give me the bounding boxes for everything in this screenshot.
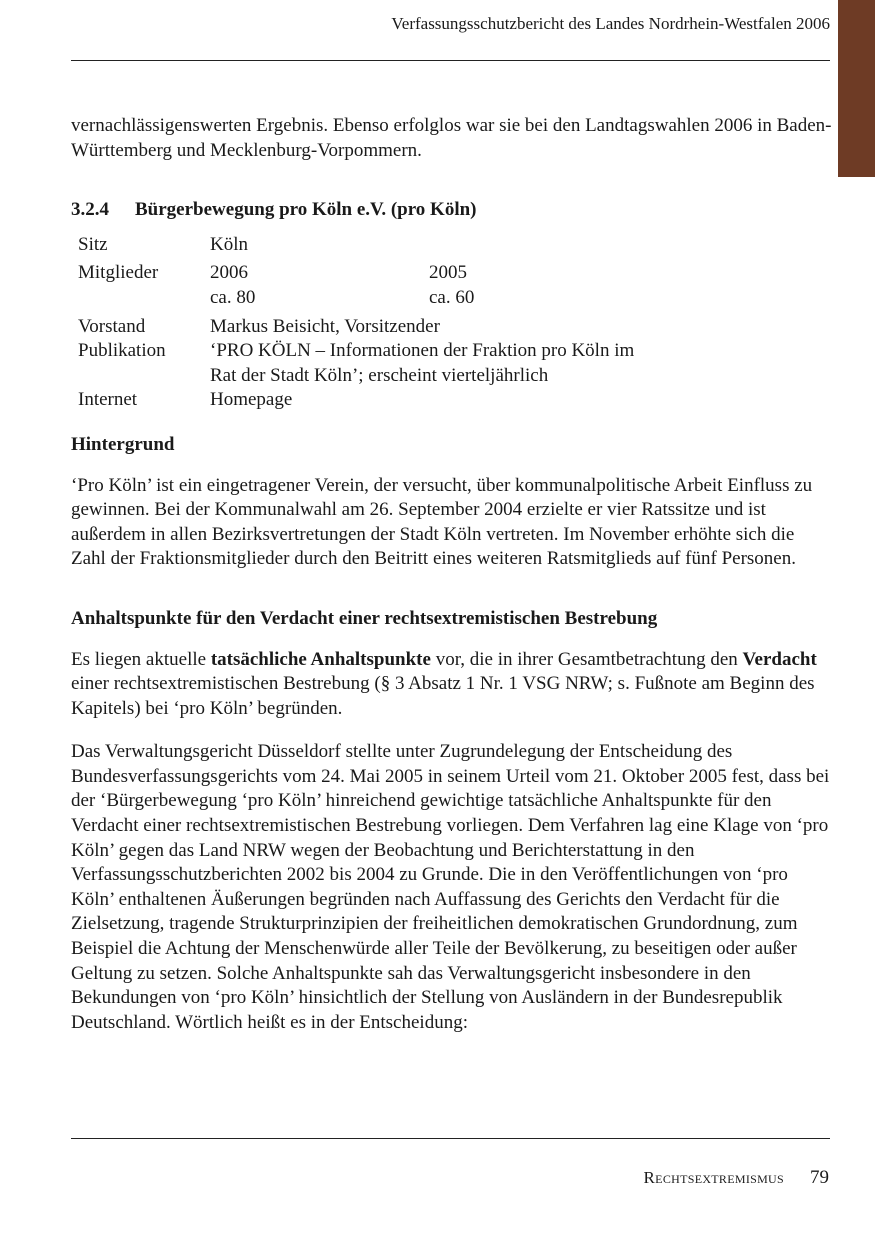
p1-text-b: vor, die in ihrer Gesamtbetrachtung den [430,648,743,670]
members-count-2006: ca. 80 [210,286,256,308]
info-value-vorstand: Markus Beisicht, Vorsitzender [210,315,440,337]
hintergrund-heading: Hintergrund [71,433,175,455]
info-row-vorstand [71,311,634,340]
header-rule [71,60,830,61]
page-number: 79 [810,1167,829,1188]
info-value-sitz: Köln [210,233,248,255]
p1-bold-anhaltspunkte: tatsächliche Anhaltspunkte [210,648,431,670]
organization-info-table [71,233,634,413]
chapter-tab [838,0,875,177]
info-row-sitz [71,233,634,258]
publikation-line-2: Rat der Stadt Köln’; erscheint vierteljährlich [210,364,549,386]
page-body [71,114,833,1035]
section-title: Bürgerbewegung pro Köln e.V. (pro Köln) [135,199,477,221]
info-row-internet [71,388,634,413]
p1-bold-verdacht: Verdacht [742,648,817,670]
members-year-2006: 2006 [210,262,248,284]
publikation-line-1: ‘PRO KÖLN – Informationen der Fraktion pro Köln im [210,340,635,362]
anhaltspunkte-paragraph-2: Das Verwaltungsgericht Düsseldorf stellte unter Zugrundelegung der Entscheidung des Bundesverfassungsgerichts vom 24. Mai 2005 in seinem Urteil vom 21. Oktober 2005 fest, dass bei der ‘Bürgerbewegung ‘pro Köln’ hinreichend gewichtige tatsächliche Anhaltspunkte für den Verdacht einer rechtsextremistischen Bestrebung vorliegen. Dem Verfahren lag eine Klage von ‘pro Köln’ gegen das Land NRW wegen der Beobachtung und Berichterstattung in den Verfassungsschutzberichten 2002 bis 2004 zu Grunde. Die in den Veröffentlichungen von ‘pro Köln’ enthaltenen Äußerungen begründen nach Auffassung des Gerichts den Verdacht für die Zielsetzung, tragende Strukturprinzipien der freiheitlichen demokratischen Grundordnung, zum Beispiel die Achtung der Menschenwürde aller Teile der Bevölkerung, zu beseitigen oder außer Geltung zu setzen. Solche Anhaltspunkte sah das Verwaltungsgericht insbesondere in den Bekundungen von ‘pro Köln’ hinsichtlich der Stellung von Ausländern in der Bundesrepublik Deutschland. Wörtlich heißt es in der Entscheidung: [71,741,830,1033]
section-heading [71,198,833,223]
info-row-publikation [71,339,634,388]
members-count-2005: ca. 60 [429,286,475,308]
intro-paragraph: vernachlässigenswerten Ergebnis. Ebenso erfolglos war sie bei den Landtagswahlen 2006 in Baden-Württemberg und Mecklenburg-Vorpommern. [71,115,832,161]
footer-section-name: Rechtsextremismus [643,1168,784,1187]
info-row-mitglieder [71,257,634,310]
hintergrund-paragraph: ‘Pro Köln’ ist ein eingetragener Verein, der versucht, über kommunalpolitische Arbeit Einfluss zu gewinnen. Bei der Kommunalwahl am 26. September 2004 erzielte er vier Ratssitze und ist außerdem in allen Bezirksvertretungen der Stadt Köln vertreten. Im November erhöhte sich die Zahl der Fraktionsmitglieder durch den Beitritt eines weiteren Ratsmitglieds auf fünf Personen. [71,474,813,570]
running-header-title: Verfassungsschutzbericht des Landes Nordrhein-Westfalen 2006 [391,14,830,33]
info-label-mitglieder: Mitglieder [78,262,159,284]
footer-rule [71,1138,830,1139]
info-label-publikation: Publikation [78,340,166,362]
info-value-internet: Homepage [210,389,293,411]
p1-text-a: Es liegen aktuelle [71,648,211,670]
p1-text-c: einer rechtsextremistischen Bestrebung (§ 3 Absatz 1 Nr. 1 VSG NRW; s. Fußnote am Beginn des Kapitels) bei ‘pro Köln’ begründen. [71,673,815,719]
running-footer [644,1167,829,1189]
anhaltspunkte-paragraph-1 [71,648,833,722]
anhaltspunkte-heading: Anhaltspunkte für den Verdacht einer rechtsextremistischen Bestrebung [71,607,658,629]
info-label-internet: Internet [78,389,138,411]
info-label-sitz: Sitz [78,233,108,255]
section-number: 3.2.4 [71,199,109,221]
info-label-vorstand: Vorstand [78,315,146,337]
members-year-2005: 2005 [429,262,467,284]
